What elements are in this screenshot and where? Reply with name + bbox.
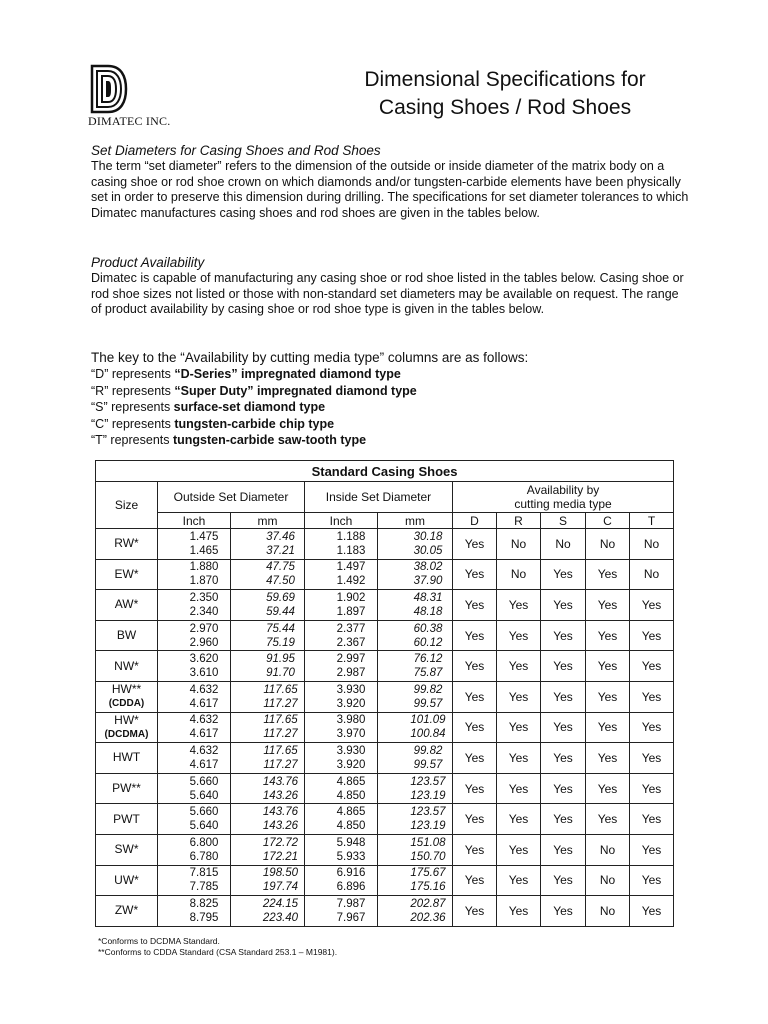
avail-t-cell: Yes — [630, 773, 674, 804]
size-cell: BW — [96, 620, 158, 651]
table-row — [96, 896, 674, 927]
size-header: Size — [96, 482, 158, 529]
availability-body: Dimatec is capable of manufacturing any casing shoe or rod shoe listed in the tables below. Casing shoe or rod shoe sizes not listed or those with non-standard set diameters may be available on request. The range of product availability by casing shoe or rod shoe type is given in the tables below. — [91, 271, 684, 316]
inside-diameter-header: Inside Set Diameter — [305, 482, 453, 513]
id-mm-cell: 175.67 175.16 — [378, 865, 453, 896]
avail-t-cell: Yes — [630, 834, 674, 865]
avail-d-cell: Yes — [453, 804, 497, 835]
id-mm-cell: 151.08 150.70 — [378, 834, 453, 865]
avail-r-cell: Yes — [497, 712, 541, 743]
avail-c-cell: No — [586, 529, 630, 560]
id-mm-cell: 38.02 37.90 — [378, 559, 453, 590]
key-intro: The key to the “Availability by cutting media type” columns are as follows: — [91, 350, 529, 365]
avail-r-cell: No — [497, 529, 541, 560]
od-inch-cell: 4.632 4.617 — [158, 681, 231, 712]
company-name: DIMATEC INC. — [88, 114, 171, 128]
size-cell: HW** (CDDA) — [96, 681, 158, 712]
id-mm-cell: 76.12 75.87 — [378, 651, 453, 682]
set-diameters-heading: Set Diameters for Casing Shoes and Rod Shoes — [91, 143, 381, 158]
id-mm-cell: 123.57 123.19 — [378, 804, 453, 835]
avail-t-cell: Yes — [630, 865, 674, 896]
page-title — [300, 66, 710, 122]
avail-r-cell: Yes — [497, 804, 541, 835]
avail-d-cell: Yes — [453, 743, 497, 774]
key-item-t: “T” represents tungsten-carbide saw-tooth type — [91, 433, 367, 447]
avail-t-cell: Yes — [630, 743, 674, 774]
avail-d-cell: Yes — [453, 620, 497, 651]
od-mm-cell: 143.76 143.26 — [231, 773, 305, 804]
avail-s-cell: Yes — [541, 681, 586, 712]
type-d-header: D — [453, 513, 497, 529]
table-row — [96, 834, 674, 865]
avail-s-cell: Yes — [541, 834, 586, 865]
od-inch-cell: 7.815 7.785 — [158, 865, 231, 896]
avail-s-cell: Yes — [541, 712, 586, 743]
od-mm-cell: 224.15 223.40 — [231, 896, 305, 927]
id-inch-cell: 6.916 6.896 — [305, 865, 378, 896]
table-row — [96, 559, 674, 590]
avail-r-cell: Yes — [497, 834, 541, 865]
size-cell: UW* — [96, 865, 158, 896]
od-inch-header: Inch — [158, 513, 231, 529]
od-mm-cell: 91.95 91.70 — [231, 651, 305, 682]
id-mm-cell: 30.18 30.05 — [378, 529, 453, 560]
avail-t-cell: Yes — [630, 620, 674, 651]
avail-s-cell: Yes — [541, 773, 586, 804]
od-inch-cell: 2.970 2.960 — [158, 620, 231, 651]
id-inch-cell: 4.865 4.850 — [305, 804, 378, 835]
avail-d-cell: Yes — [453, 651, 497, 682]
key-item-c: “C” represents tungsten-carbide chip type — [91, 416, 335, 431]
type-t-header: T — [630, 513, 674, 529]
availability-heading: Product Availability — [91, 255, 205, 270]
od-mm-cell: 117.65 117.27 — [231, 712, 305, 743]
avail-c-cell: Yes — [586, 712, 630, 743]
id-inch-cell: 4.865 4.850 — [305, 773, 378, 804]
avail-t-cell: Yes — [630, 651, 674, 682]
title-line-2: Casing Shoes / Rod Shoes — [378, 96, 632, 119]
od-inch-cell: 1.475 1.465 — [158, 529, 231, 560]
key-item-d: “D” represents “D-Series” impregnated diamond type — [91, 367, 401, 381]
od-mm-cell: 47.75 47.50 — [231, 559, 305, 590]
id-mm-header: mm — [378, 513, 453, 529]
key-item-r: “R” represents “Super Duty” impregnated diamond type — [91, 383, 417, 398]
table-row — [96, 804, 674, 835]
id-inch-cell: 1.497 1.492 — [305, 559, 378, 590]
outside-diameter-header: Outside Set Diameter — [158, 482, 305, 513]
avail-c-cell: Yes — [586, 651, 630, 682]
avail-r-cell: No — [497, 559, 541, 590]
footnotes — [98, 936, 337, 958]
id-mm-cell: 48.31 48.18 — [378, 590, 453, 621]
table-row — [96, 773, 674, 804]
size-cell: EW* — [96, 559, 158, 590]
od-mm-cell: 59.69 59.44 — [231, 590, 305, 621]
od-mm-cell: 172.72 172.21 — [231, 834, 305, 865]
availability-section — [91, 254, 691, 318]
avail-r-cell: Yes — [497, 896, 541, 927]
type-s-header: S — [541, 513, 586, 529]
avail-r-cell: Yes — [497, 865, 541, 896]
key-item-s: “S” represents surface-set diamond type — [91, 400, 326, 414]
id-mm-cell: 101.09 100.84 — [378, 712, 453, 743]
avail-s-cell: Yes — [541, 804, 586, 835]
id-inch-cell: 2.377 2.367 — [305, 620, 378, 651]
id-inch-cell: 2.997 2.987 — [305, 651, 378, 682]
type-c-header: C — [586, 513, 630, 529]
id-inch-cell: 3.930 3.920 — [305, 743, 378, 774]
footnote-cdda: **Conforms to CDDA Standard (CSA Standard 253.1 – M1981). — [98, 947, 338, 957]
avail-d-cell: Yes — [453, 681, 497, 712]
od-inch-cell: 6.800 6.780 — [158, 834, 231, 865]
avail-s-cell: No — [541, 529, 586, 560]
avail-d-cell: Yes — [453, 712, 497, 743]
od-inch-cell: 8.825 8.795 — [158, 896, 231, 927]
size-cell: HWT — [96, 743, 158, 774]
avail-r-cell: Yes — [497, 620, 541, 651]
dimatec-logo-icon — [90, 64, 128, 114]
size-cell: HW* (DCDMA) — [96, 712, 158, 743]
title-line-1: Dimensional Specifications for — [364, 68, 646, 91]
table-row — [96, 712, 674, 743]
avail-d-cell: Yes — [453, 865, 497, 896]
id-inch-cell: 7.987 7.967 — [305, 896, 378, 927]
avail-s-cell: Yes — [541, 559, 586, 590]
avail-s-cell: Yes — [541, 651, 586, 682]
table-row — [96, 865, 674, 896]
type-r-header: R — [497, 513, 541, 529]
avail-r-cell: Yes — [497, 773, 541, 804]
size-cell: ZW* — [96, 896, 158, 927]
od-mm-cell: 117.65 117.27 — [231, 743, 305, 774]
table-row — [96, 651, 674, 682]
id-inch-header: Inch — [305, 513, 378, 529]
avail-d-cell: Yes — [453, 834, 497, 865]
od-mm-cell: 143.76 143.26 — [231, 804, 305, 835]
table-row — [96, 681, 674, 712]
avail-t-cell: Yes — [630, 804, 674, 835]
avail-s-cell: Yes — [541, 620, 586, 651]
id-inch-cell: 1.188 1.183 — [305, 529, 378, 560]
avail-t-cell: Yes — [630, 681, 674, 712]
availability-header: Availability by cutting media type — [453, 482, 674, 513]
id-inch-cell: 3.930 3.920 — [305, 681, 378, 712]
avail-t-cell: No — [630, 559, 674, 590]
avail-c-cell: No — [586, 896, 630, 927]
id-mm-cell: 99.82 99.57 — [378, 681, 453, 712]
avail-c-cell: No — [586, 834, 630, 865]
avail-c-cell: Yes — [586, 804, 630, 835]
od-inch-cell: 5.660 5.640 — [158, 773, 231, 804]
casing-shoes-table — [95, 460, 674, 927]
avail-s-cell: Yes — [541, 896, 586, 927]
avail-d-cell: Yes — [453, 896, 497, 927]
id-mm-cell: 123.57 123.19 — [378, 773, 453, 804]
size-cell: NW* — [96, 651, 158, 682]
size-cell: SW* — [96, 834, 158, 865]
footnote-dcdma: *Conforms to DCDMA Standard. — [98, 936, 220, 946]
avail-c-cell: Yes — [586, 590, 630, 621]
table-row — [96, 590, 674, 621]
avail-r-cell: Yes — [497, 590, 541, 621]
avail-s-cell: Yes — [541, 865, 586, 896]
company-logo — [88, 64, 188, 134]
id-inch-cell: 3.980 3.970 — [305, 712, 378, 743]
size-cell: PW** — [96, 773, 158, 804]
id-mm-cell: 202.87 202.36 — [378, 896, 453, 927]
od-inch-cell: 2.350 2.340 — [158, 590, 231, 621]
od-inch-cell: 3.620 3.610 — [158, 651, 231, 682]
avail-r-cell: Yes — [497, 651, 541, 682]
size-cell: AW* — [96, 590, 158, 621]
id-inch-cell: 5.948 5.933 — [305, 834, 378, 865]
id-mm-cell: 60.38 60.12 — [378, 620, 453, 651]
size-cell: PWT — [96, 804, 158, 835]
od-mm-cell: 117.65 117.27 — [231, 681, 305, 712]
od-inch-cell: 4.632 4.617 — [158, 743, 231, 774]
table-row — [96, 743, 674, 774]
avail-d-cell: Yes — [453, 773, 497, 804]
od-inch-cell: 4.632 4.617 — [158, 712, 231, 743]
avail-s-cell: Yes — [541, 743, 586, 774]
od-mm-cell: 198.50 197.74 — [231, 865, 305, 896]
avail-t-cell: Yes — [630, 590, 674, 621]
key-section — [91, 349, 691, 449]
od-mm-cell: 37.46 37.21 — [231, 529, 305, 560]
table-row — [96, 529, 674, 560]
od-inch-cell: 5.660 5.640 — [158, 804, 231, 835]
avail-c-cell: Yes — [586, 559, 630, 590]
table-caption: Standard Casing Shoes — [96, 461, 674, 482]
set-diameters-body: The term “set diameter” refers to the dimension of the outside or inside diameter of the matrix body on a casing shoe or rod shoe crown on which diamonds and/or tungsten-carbide elements have been physically set in order to preserve this dimension during drilling. The specifications for set diameter tolerances to which Dimatec manufactures casing shoes and rod shoes are given in the tables below. — [91, 159, 689, 220]
od-mm-header: mm — [231, 513, 305, 529]
avail-c-cell: Yes — [586, 681, 630, 712]
id-inch-cell: 1.902 1.897 — [305, 590, 378, 621]
id-mm-cell: 99.82 99.57 — [378, 743, 453, 774]
avail-t-cell: Yes — [630, 896, 674, 927]
avail-r-cell: Yes — [497, 743, 541, 774]
avail-d-cell: Yes — [453, 559, 497, 590]
avail-d-cell: Yes — [453, 590, 497, 621]
avail-t-cell: Yes — [630, 712, 674, 743]
avail-t-cell: No — [630, 529, 674, 560]
avail-d-cell: Yes — [453, 529, 497, 560]
set-diameters-section — [91, 142, 691, 221]
table-row — [96, 620, 674, 651]
avail-c-cell: No — [586, 865, 630, 896]
od-inch-cell: 1.880 1.870 — [158, 559, 231, 590]
avail-c-cell: Yes — [586, 620, 630, 651]
avail-c-cell: Yes — [586, 743, 630, 774]
size-cell: RW* — [96, 529, 158, 560]
avail-r-cell: Yes — [497, 681, 541, 712]
avail-c-cell: Yes — [586, 773, 630, 804]
avail-s-cell: Yes — [541, 590, 586, 621]
od-mm-cell: 75.44 75.19 — [231, 620, 305, 651]
